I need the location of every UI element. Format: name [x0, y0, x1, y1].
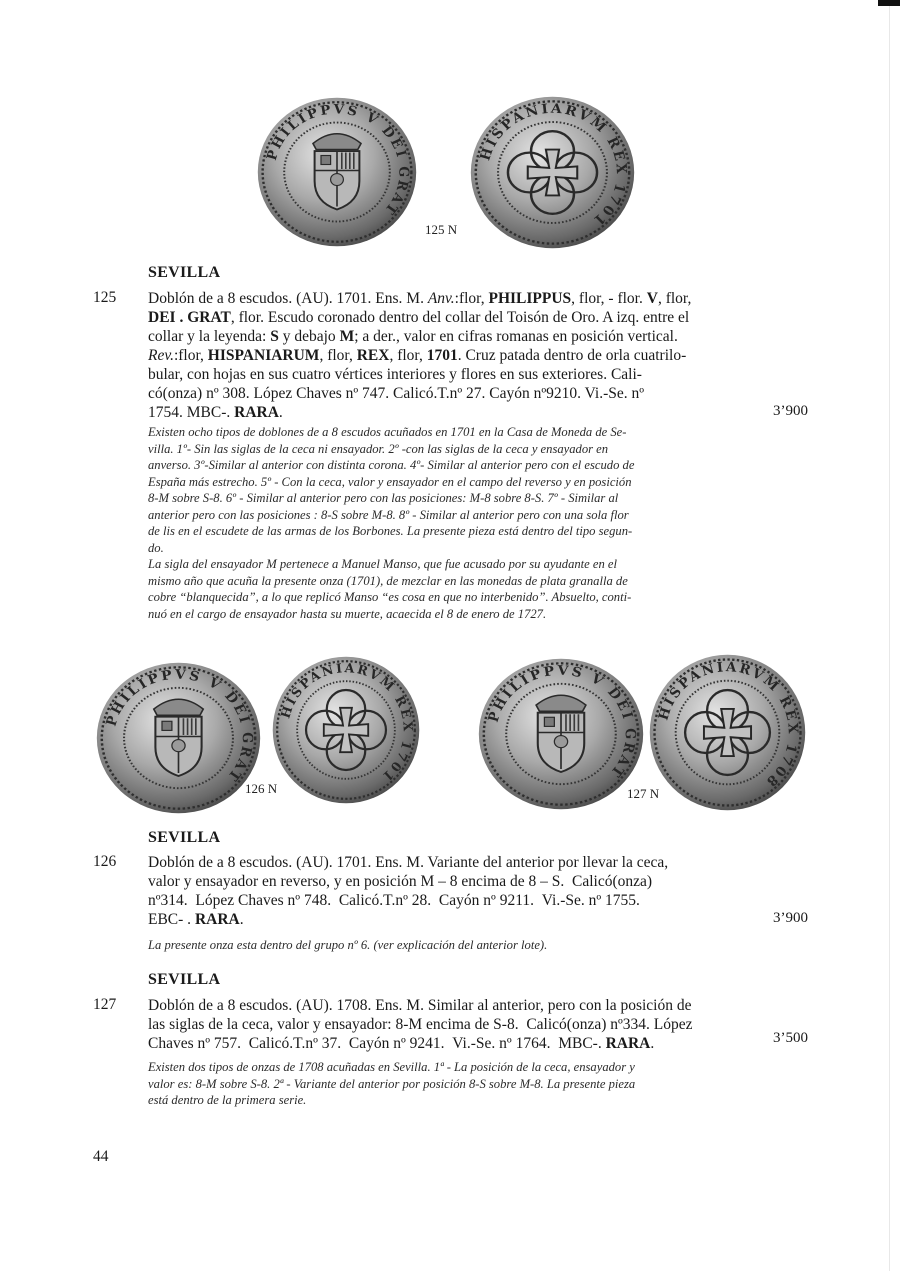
note-line: nuó en el cargo de ensayador hasta su muerte, acaecida el 8 de enero de 1727.	[148, 606, 547, 621]
lot-125-heading: SEVILLA	[148, 264, 221, 281]
lot-127-note	[148, 1059, 748, 1109]
note-line: de lis en el escudete de las armas de los Borbones. La presente pieza está dentro del tipo segun-	[148, 524, 633, 538]
lot-125-description	[148, 289, 773, 422]
lot-126-line-1: Doblón de a 8 escudos. (AU). 1701. Ens. M. Variante del anterior por llevar la ceca,	[148, 854, 669, 871]
note-line: valor es: 8-M sobre S-8. 2ª - Variante del anterior por posición 8-S sobre M-8. La presente pieza	[148, 1076, 636, 1091]
lot-127-price: 3’500	[773, 1030, 808, 1046]
lot-125-note	[148, 424, 748, 622]
lot-127-line-3: Chaves nº 757. Calicó.T.nº 37. Cayón nº 9241. Vi.-Se. nº 1764. MBC-. RARA.	[148, 1035, 655, 1052]
coin-125-obverse-image	[257, 97, 417, 247]
lot-126-description	[148, 853, 773, 929]
note-line: Existen dos tipos de onzas de 1708 acuñadas en Sevilla. 1ª - La posición de la ceca, ensayador y	[148, 1060, 635, 1074]
lot-126-heading: SEVILLA	[148, 829, 221, 846]
lot-125-line-1: Doblón de a 8 escudos. (AU). 1701. Ens. M. Anv.:flor, PHILIPPUS, flor, - flor. V, flor,	[148, 290, 692, 307]
note-line: La sigla del ensayador M pertenece a Manuel Manso, que fue acusado por su ayudante en el	[148, 557, 618, 571]
svg-text:PHILIPPVS V DEI GRAT: PHILIPPVS V DEI GRAT	[485, 663, 639, 782]
lot-125-line-3: collar y la leyenda: S y debajo M; a der., valor en cifras romanas en posición vertical.	[148, 328, 678, 345]
lot-125-line-5: bular, con hojas en sus cuatro vértices interiores y flores en sus exteriores. Cali-	[148, 366, 642, 383]
note-line: La presente onza esta dentro del grupo nº 6. (ver explicación del anterior lote).	[148, 938, 548, 952]
note-line: do.	[148, 540, 164, 555]
note-line: está dentro de la primera serie.	[148, 1093, 307, 1107]
lot-126-note	[148, 937, 748, 954]
lot-125-price: 3’900	[773, 403, 808, 419]
page-edge-mark	[878, 0, 900, 6]
coin-125-reverse-image	[470, 96, 635, 249]
plate-label-125: 125 N	[425, 222, 458, 237]
lot-126-price: 3’900	[773, 910, 808, 926]
coin-127-reverse-image	[649, 654, 806, 811]
lot-127-description	[148, 996, 773, 1053]
lot-127-heading: SEVILLA	[148, 971, 221, 988]
lot-126-line-3: nº314. López Chaves nº 748. Calicó.T.nº 28. Cayón nº 9211. Vi.-Se. nº 1755.	[148, 892, 640, 909]
svg-text:PHILIPPVS V DEI GRAT: PHILIPPVS V DEI GRAT	[264, 102, 411, 219]
lot-126-number: 126	[93, 853, 117, 870]
note-line: anverso. 3º-Similar al anterior con distinta corona. 4º- Similar al anterior pero con el escudo de	[148, 458, 635, 472]
note-line: anterior pero con las posiciones : 8-S sobre M-8. 8º - Similar al anterior pero con una sola flor	[148, 507, 629, 522]
plate-label-127: 127 N	[627, 786, 660, 801]
note-line: 8-M sobre S-8. 6º - Similar al anterior pero con las posiciones: M-8 sobre 8-S. 7º - Similar al	[148, 491, 619, 505]
lot-127-line-1: Doblón de a 8 escudos. (AU). 1708. Ens. M. Similar al anterior, pero con la posición de	[148, 997, 692, 1014]
lot-126-line-4: EBC- . RARA.	[148, 911, 244, 928]
coin-127-obverse-image	[478, 658, 644, 810]
svg-text:HISPANIARVM REX 1701: HISPANIARVM REX 1701	[277, 660, 416, 786]
plate-label-126: 126 N	[245, 781, 278, 796]
svg-text:HISPANIARVM REX 1701: HISPANIARVM REX 1701	[476, 101, 630, 230]
lot-127-number: 127	[93, 996, 117, 1013]
svg-text:PHILIPPVS V DEI GRAT: PHILIPPVS V DEI GRAT	[102, 667, 256, 786]
note-line: cobre “blanquecida”, a lo que replicó Manso “es cosa en que no interbenido”. Absuelto, conti-	[148, 590, 632, 604]
lot-125-line-2: DEI . GRAT, flor. Escudo coronado dentro del collar del Toisón de Oro. A izq. entre el	[148, 309, 690, 326]
note-line: Existen ocho tipos de doblones de a 8 escudos acuñados en 1701 en la Casa de Moneda de Se-	[148, 425, 627, 439]
note-line: villa. 1º- Sin las siglas de la ceca ni ensayador. 2º -con las siglas de la ceca y ensayador en	[148, 441, 609, 456]
lot-125-line-6: có(onza) nº 308. López Chaves nº 747. Calicó.T.nº 27. Cayón nº9210. Vi.-Se. nº	[148, 385, 645, 402]
note-line: España más estrecho. 5º - Con la ceca, valor y ensayador en el campo del reverso y en posición	[148, 474, 632, 489]
lot-125-line-7: 1754. MBC-. RARA.	[148, 404, 283, 421]
lot-127-line-2: las siglas de la ceca, valor y ensayador: 8-M encima de S-8. Calicó(onza) nº334. López	[148, 1016, 693, 1033]
coin-126-reverse-image	[272, 656, 420, 804]
lot-125-line-4: Rev.:flor, HISPANIARUM, flor, REX, flor, 1701. Cruz patada dentro de orla cuatrilo-	[148, 347, 687, 364]
coin-126-obverse-image	[96, 662, 261, 814]
lot-126-line-2: valor y ensayador en reverso, y en posición M – 8 encima de 8 – S. Calicó(onza)	[148, 873, 653, 890]
svg-text:HISPANIARVM REX 1708: HISPANIARVM REX 1708	[655, 659, 801, 791]
page-edge-line	[889, 0, 890, 1271]
note-line: mismo año que acuña la presente onza (1701), de mezclar en las monedas de plata granalla de	[148, 573, 628, 588]
page-number: 44	[93, 1148, 109, 1165]
lot-125-number: 125	[93, 289, 117, 306]
